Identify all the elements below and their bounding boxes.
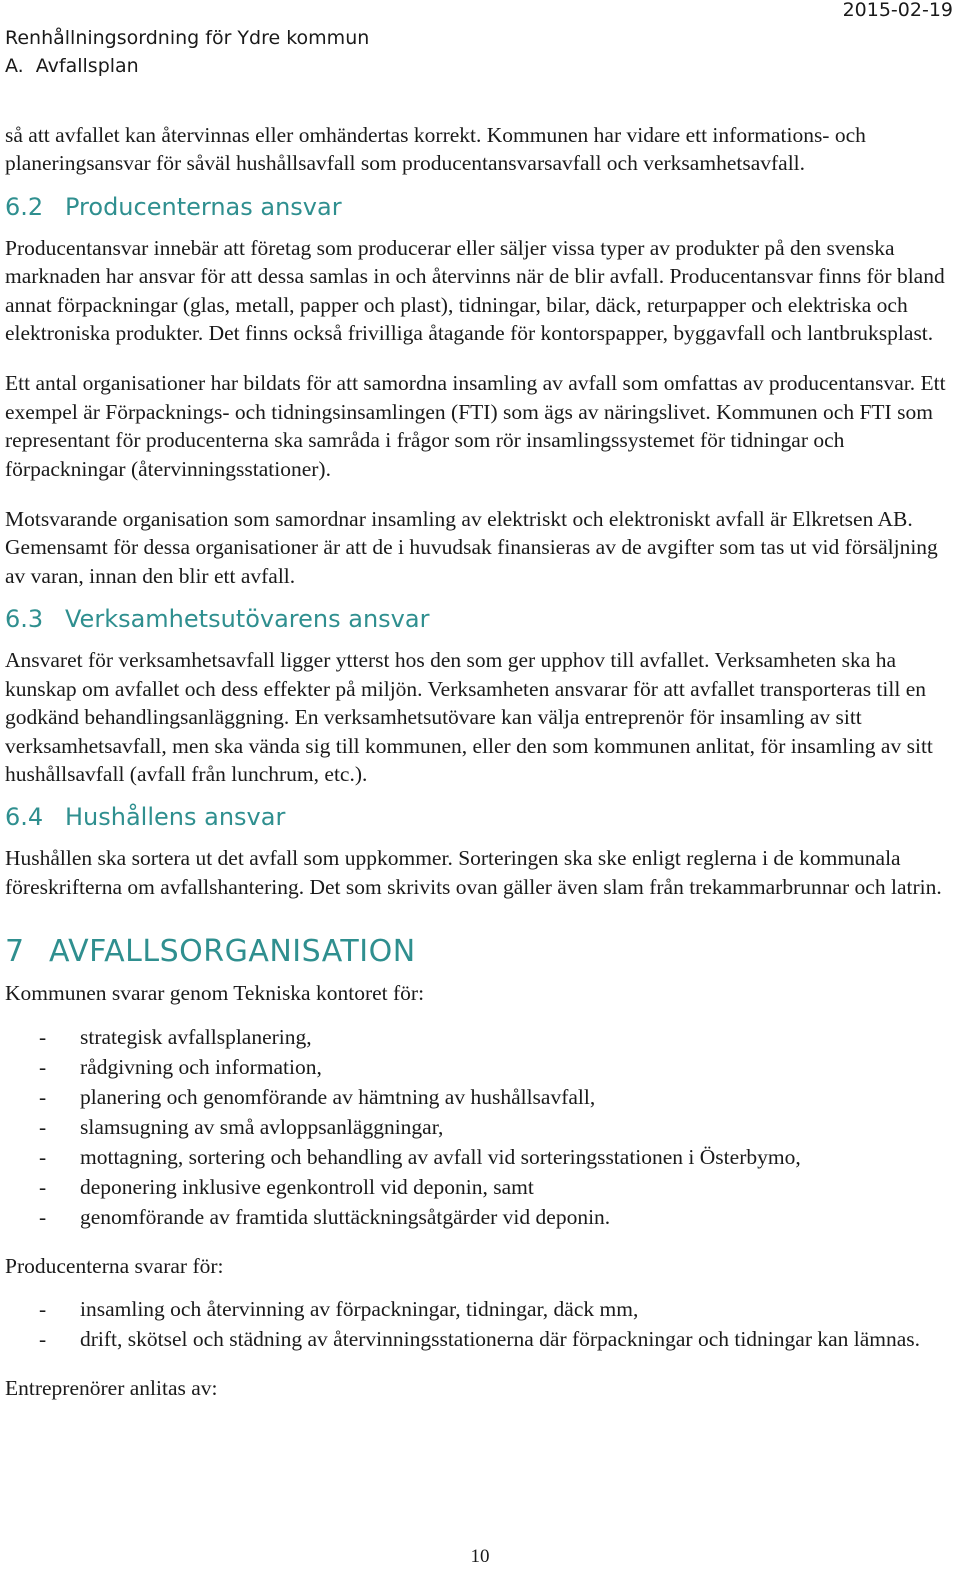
list-item: - drift, skötsel och städning av återvinningsstationerna där förpackningar och tidningar kan lämnas. (5, 1324, 955, 1354)
list-item: - insamling och återvinning av förpackningar, tidningar, däck mm, (5, 1294, 955, 1324)
heading-text: Verksamhetsutövarens ansvar (65, 605, 430, 634)
document-subtitle: A. Avfallsplan (5, 55, 139, 77)
list-item: - planering och genomförande av hämtning av hushållsavfall, (5, 1082, 955, 1112)
heading-text: AVFALLSORGANISATION (49, 934, 416, 970)
paragraph: Producentansvar innebär att företag som producerar eller säljer vissa typer av produkter på den svenska marknaden har ansvar för att dessa samlas in och återvinns när de blir avfall. Producentansvar finns för bland annat förpackningar (glas, metall, papper och plast), tidningar, bilar, däck, returpapper och elektriska och elektroniska produkter. Det finns också frivilliga åtagande för kontorspapper, byggavfall och lantbruksplast. (5, 235, 945, 346)
heading-number: 6.4 (5, 803, 44, 832)
list-marker: - (39, 1024, 47, 1049)
list-marker: - (39, 1084, 47, 1109)
producer-responsibility-list (5, 1294, 955, 1354)
list-marker: - (39, 1296, 47, 1321)
heading-6-3 (5, 602, 955, 636)
list-item: - slamsugning av små avloppsanläggningar, (5, 1112, 955, 1142)
heading-number: 6.2 (5, 192, 44, 221)
list-marker: - (39, 1204, 47, 1229)
list-item: - strategisk avfallsplanering, (5, 1022, 955, 1052)
running-header (5, 24, 369, 80)
list-marker: - (39, 1114, 47, 1139)
list-marker: - (39, 1174, 47, 1199)
list-marker: - (39, 1326, 47, 1351)
list-item: - genomförande av framtida sluttäckningsåtgärder vid deponin. (5, 1202, 955, 1232)
municipality-responsibility-list (5, 1022, 955, 1232)
intro-paragraph: så att avfallet kan återvinnas eller omhändertas korrekt. Kommunen har vidare ett informations- och planeringsansvar för såväl hushållsavfall som producentansvarsavfall och verksamhetsavfall. (5, 123, 866, 176)
paragraph: Ett antal organisationer har bildats för att samordna insamling av avfall som omfattas av producentansvar. Ett exempel är Förpacknings- och tidningsinsamlingen (FTI) som ägs av näringslivet. Kommunen och FTI som representant för producenterna ska samråda i frågor som rör insamlingssystemet för tidningar och förpackningar (återvinningsstationer). (5, 371, 946, 481)
page-body (5, 121, 955, 1402)
list-lead: Producenterna svarar för: (5, 1253, 224, 1278)
document-date: 2015-02-19 (842, 0, 953, 21)
heading-number: 7 (5, 934, 25, 970)
heading-text: Hushållens ansvar (65, 803, 286, 832)
list-marker: - (39, 1054, 47, 1079)
document-title: Renhållningsordning för Ydre kommun (5, 27, 370, 49)
list-marker: - (39, 1144, 47, 1169)
list-lead: Kommunen svarar genom Tekniska kontoret för: (5, 981, 425, 1006)
list-lead: Entreprenörer anlitas av: (5, 1375, 218, 1400)
heading-number: 6.3 (5, 605, 44, 634)
paragraph: Hushållen ska sortera ut det avfall som uppkommer. Sorteringen ska ske enligt reglerna i de kommunala föreskrifterna om avfallshantering. Det som skrivits ovan gäller även slam från trekammarbrunnar och latrin. (5, 846, 942, 899)
page-number: 10 (470, 1546, 490, 1567)
list-item: - mottagning, sortering och behandling av avfall vid sorteringsstationen i Österbymo, (5, 1142, 955, 1172)
paragraph: Motsvarande organisation som samordnar insamling av elektriskt och elektroniskt avfall är Elkretsen AB. Gemensamt för dessa organisationer är att de i huvudsak finansieras av de avgifter som tas ut vid försäljning av varan, innan den blir ett avfall. (5, 507, 938, 588)
list-item: - deponering inklusive egenkontroll vid deponin, samt (5, 1172, 955, 1202)
list-item: - rådgivning och information, (5, 1052, 955, 1082)
heading-7 (5, 931, 955, 973)
paragraph: Ansvaret för verksamhetsavfall ligger ytterst hos den som ger upphov till avfallet. Verksamheten ska ha kunskap om avfallet och dess effekter på miljön. Verksamheten ansvarar för att avfallet transporteras till en godkänd behandlingsanläggning. En verksamhetsutövare kan välja entreprenör för insamling av sitt verksamhetsavfall, men ska vända sig till kommunen, eller den som kommunen anlitat, för insamling av sitt hushållsavfall (avfall från lunchrum, etc.). (5, 648, 933, 786)
heading-6-2 (5, 190, 955, 224)
heading-6-4 (5, 800, 955, 834)
heading-text: Producenternas ansvar (65, 192, 342, 221)
